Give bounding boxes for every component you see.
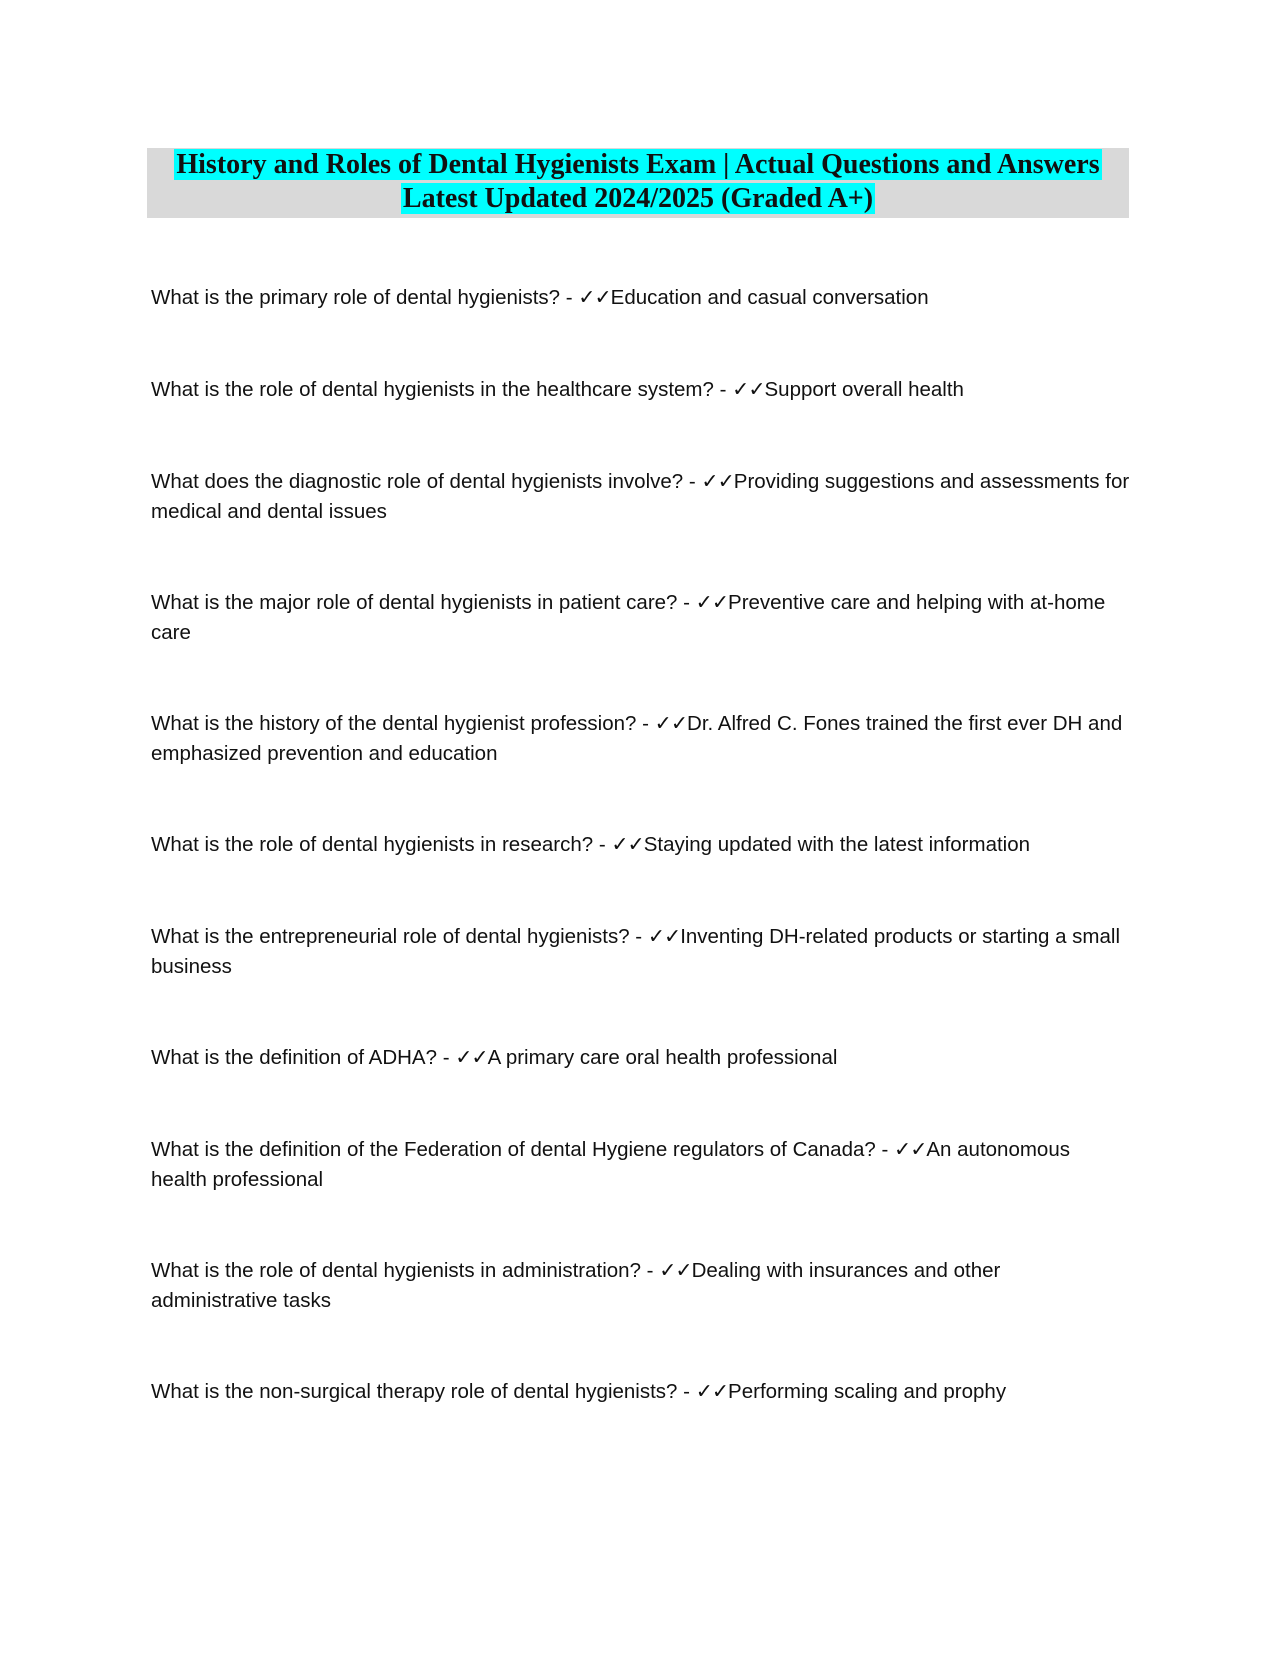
check-icon: ✓✓	[695, 1379, 729, 1403]
title-line-1: History and Roles of Dental Hygienists Exam | Actual Questions and Answers	[176, 149, 1100, 180]
qa-item-9	[151, 1134, 1131, 1195]
separator: -	[683, 470, 702, 493]
question: What is the definition of the Federation of dental Hygiene regulators of Canada?	[151, 1138, 876, 1161]
qa-item-7	[151, 921, 1131, 982]
qa-item-10	[151, 1255, 1131, 1316]
check-icon: ✓✓	[894, 1137, 927, 1161]
qa-item-11	[151, 1376, 1131, 1407]
separator: -	[677, 591, 696, 614]
separator: -	[629, 925, 648, 948]
answer: Dr. Alfred C. Fones trained the first ever DH and emphasized prevention and education	[151, 712, 1123, 765]
question: What is the entrepreneurial role of dental hygienists?	[151, 925, 630, 948]
separator: -	[636, 712, 655, 735]
question: What is the non-surgical therapy role of dental hygienists?	[151, 1380, 678, 1403]
separator: -	[560, 286, 579, 309]
question: What is the major role of dental hygienists in patient care?	[151, 591, 678, 614]
check-icon: ✓✓	[455, 1045, 488, 1069]
qa-item-6	[151, 829, 1131, 860]
check-icon: ✓✓	[732, 377, 765, 401]
question: What is the definition of ADHA?	[151, 1046, 438, 1069]
check-icon: ✓✓	[654, 711, 688, 735]
check-icon: ✓✓	[695, 590, 729, 614]
answer: Providing suggestions and assessments for medical and dental issues	[151, 470, 1130, 523]
answer: Support overall health	[764, 378, 964, 401]
qa-item-8	[151, 1042, 1131, 1073]
question: What is the role of dental hygienists in administration?	[151, 1259, 641, 1282]
answer: A primary care oral health professional	[487, 1046, 838, 1069]
separator: -	[875, 1138, 895, 1161]
separator: -	[713, 378, 733, 401]
check-icon: ✓✓	[647, 924, 681, 948]
separator: -	[593, 833, 612, 856]
answer: Inventing DH-related products or starting a small business	[151, 925, 1120, 978]
check-icon: ✓✓	[578, 285, 611, 309]
check-icon: ✓✓	[701, 469, 734, 493]
answer: Performing scaling and prophy	[728, 1380, 1007, 1403]
question: What is the primary role of dental hygienists?	[151, 286, 561, 309]
check-icon: ✓✓	[611, 832, 644, 856]
question: What is the history of the dental hygienist profession?	[151, 712, 637, 735]
qa-item-3	[151, 466, 1131, 527]
qa-item-2	[151, 374, 1131, 405]
answer: Dealing with insurances and other administrative tasks	[151, 1259, 1001, 1312]
question: What is the role of dental hygienists in research?	[151, 833, 594, 856]
answer: Education and casual conversation	[610, 286, 929, 309]
qa-item-1	[151, 282, 1131, 313]
answer: Staying updated with the latest information	[643, 833, 1031, 856]
document-title	[147, 148, 1129, 218]
check-icon: ✓✓	[659, 1258, 692, 1282]
separator: -	[437, 1046, 456, 1069]
question: What is the role of dental hygienists in the healthcare system?	[151, 378, 714, 401]
qa-item-4	[151, 587, 1131, 648]
separator: -	[640, 1259, 660, 1282]
question: What does the diagnostic role of dental hygienists involve?	[151, 470, 684, 493]
answer: An autonomous health professional	[151, 1138, 1070, 1191]
title-line-2: Latest Updated 2024/2025 (Graded A+)	[402, 183, 874, 214]
separator: -	[677, 1380, 696, 1403]
qa-item-5	[151, 708, 1131, 769]
answer: Preventive care and helping with at-home care	[151, 591, 1106, 644]
